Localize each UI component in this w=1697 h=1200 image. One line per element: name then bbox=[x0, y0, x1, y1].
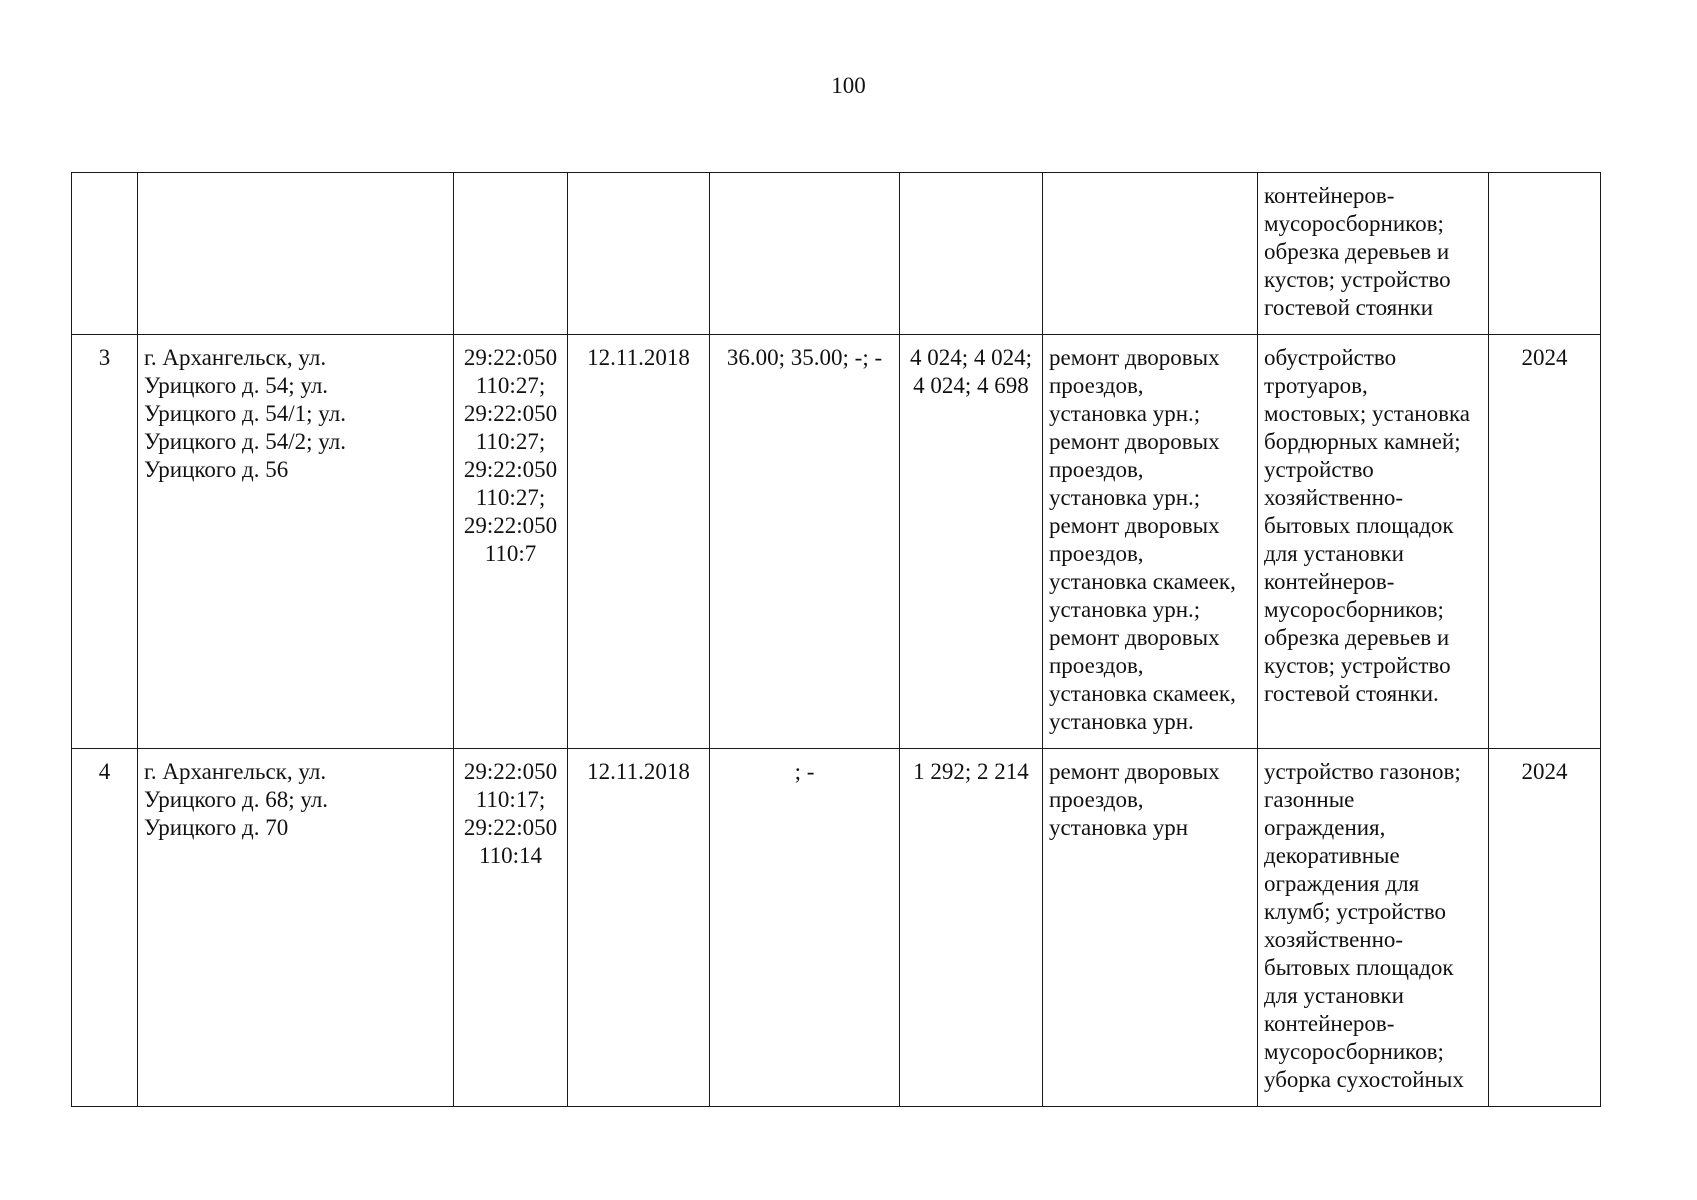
cell-address bbox=[138, 173, 454, 335]
cell-sizes: 1 292; 2 214 bbox=[900, 749, 1043, 1107]
cell-minimal-works bbox=[1043, 173, 1258, 335]
cell-minimal-works: ремонт дворовых проездов, установка урн.; ремонт дворовых проездов, установка урн.; ремонт дворовых проездов, установка скамеек, установка урн.; ремонт дворовых проездов, установка скамеек, установка урн. bbox=[1043, 335, 1258, 749]
cell-year bbox=[1489, 173, 1601, 335]
table-row bbox=[72, 749, 1601, 1107]
cell-number: 3 bbox=[72, 335, 138, 749]
cell-year: 2024 bbox=[1489, 749, 1601, 1107]
cell-cadastral-number bbox=[454, 173, 568, 335]
courtyard-improvement-table bbox=[71, 172, 1601, 1107]
cell-address: г. Архангельск, ул. Урицкого д. 54; ул. Урицкого д. 54/1; ул. Урицкого д. 54/2; ул. Урицкого д. 56 bbox=[138, 335, 454, 749]
page-number: 100 bbox=[831, 73, 866, 98]
cell-cadastral-number: 29:22:050 110:17; 29:22:050 110:14 bbox=[454, 749, 568, 1107]
cell-date bbox=[568, 173, 710, 335]
cell-cadastral-number: 29:22:050 110:27; 29:22:050 110:27; 29:22:050 110:27; 29:22:050 110:7 bbox=[454, 335, 568, 749]
cell-minimal-works: ремонт дворовых проездов, установка урн bbox=[1043, 749, 1258, 1107]
cell-date: 12.11.2018 bbox=[568, 335, 710, 749]
cell-address: г. Архангельск, ул. Урицкого д. 68; ул. Урицкого д. 70 bbox=[138, 749, 454, 1107]
cell-sizes bbox=[900, 173, 1043, 335]
cell-areas: ; - bbox=[710, 749, 900, 1107]
cell-year: 2024 bbox=[1489, 335, 1601, 749]
cell-number bbox=[72, 173, 138, 335]
cell-areas: 36.00; 35.00; -; - bbox=[710, 335, 900, 749]
cell-areas bbox=[710, 173, 900, 335]
cell-date: 12.11.2018 bbox=[568, 749, 710, 1107]
table-row bbox=[72, 173, 1601, 335]
cell-additional-works: устройство газонов; газонные ограждения, декоративные ограждения для клумб; устройство хозяйственно- бытовых площадок для установки контейнеров- мусоросборников; уборка сухостойных bbox=[1258, 749, 1489, 1107]
cell-sizes: 4 024; 4 024; 4 024; 4 698 bbox=[900, 335, 1043, 749]
cell-additional-works: контейнеров- мусоросборников; обрезка деревьев и кустов; устройство гостевой стоянки bbox=[1258, 173, 1489, 335]
cell-additional-works: обустройство тротуаров, мостовых; установка бордюрных камней; устройство хозяйственно- бытовых площадок для установки контейнеров- мусоросборников; обрезка деревьев и кустов; устройство гостевой стоянки. bbox=[1258, 335, 1489, 749]
cell-number: 4 bbox=[72, 749, 138, 1107]
table-row bbox=[72, 335, 1601, 749]
